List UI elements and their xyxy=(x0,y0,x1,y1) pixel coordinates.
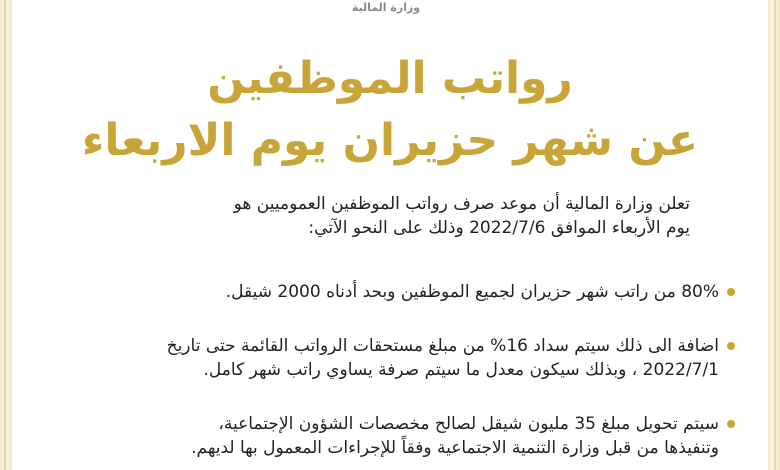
list-item-line: وتنفيذها من قبل وزارة التنمية الاجتماعية وفقاً للإجراءات المعمول بها لديهم. xyxy=(191,438,719,458)
list-item-line: 2022/7/1 ، وبذلك سيكون معدل ما سيتم صرفة يساوي راتب شهر كامل. xyxy=(203,360,719,380)
intro-line-2: يوم الأربعاء الموافق 2022/7/6 وذلك على النحو الآتي: xyxy=(308,218,690,238)
list-item-line: سيتم تحويل مبلغ 35 مليون شيقل لصالح مخصصات الشؤون الإجتماعية، xyxy=(218,414,719,434)
intro-paragraph xyxy=(90,192,690,240)
list-item xyxy=(35,334,735,382)
right-gold-border xyxy=(768,0,780,470)
list-item xyxy=(35,412,735,460)
left-gold-border xyxy=(0,0,12,470)
list-item xyxy=(35,280,735,304)
bullet-icon xyxy=(727,342,735,350)
bullet-icon xyxy=(727,288,735,296)
list-item-line: اضافة الى ذلك سيتم سداد 16% من مبلغ مستحقات الرواتب القائمة حتى تاريخ xyxy=(166,336,719,356)
bullet-icon xyxy=(727,420,735,428)
ministry-name: وزارة المالية xyxy=(351,1,421,14)
headline-line-1: رواتب الموظفين xyxy=(207,53,573,104)
intro-line-1: تعلن وزارة المالية أن موعد صرف رواتب الموظفين العموميين هو xyxy=(233,194,690,214)
list-item-line: 80% من راتب شهر حزيران لجميع الموظفين وبحد أدناه 2000 شيقل. xyxy=(225,282,719,302)
headline-line-2: عن شهر حزيران يوم الاربعاء xyxy=(81,115,699,166)
